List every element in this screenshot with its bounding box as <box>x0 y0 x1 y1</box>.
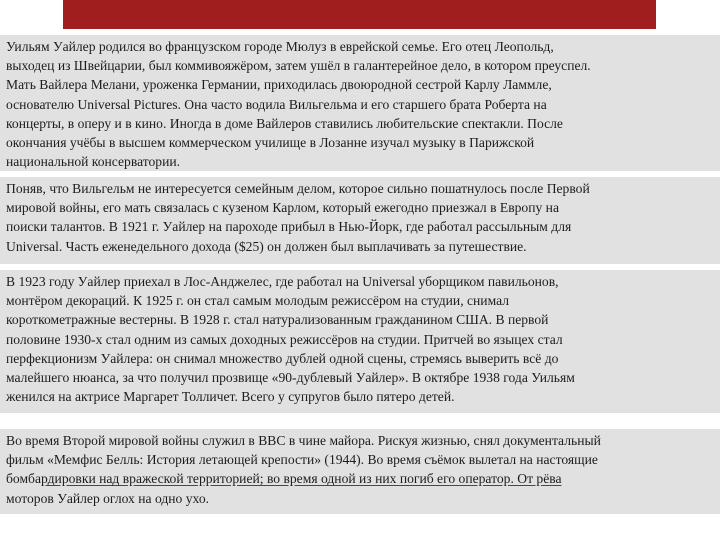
text-line: поиски талантов. В 1921 г. Уайлер на пароходе прибыл в Нью-Йорк, где работал рассыльным для <box>6 219 572 235</box>
text-line: концерты, в оперу и в кино. Иногда в доме Вайлеров ставились любительские спектакли. После <box>6 115 563 131</box>
text-line: половине 1930-х стал одним из самых доходных режиссёров на студии. Притчей во языцех стал <box>6 331 563 347</box>
text-line: Во время Второй мировой войны служил в ВВС в чине майора. Рискуя жизнью, снял документальный <box>6 433 601 448</box>
text-line: основателю Universal Pictures. Она часто водила Вильгельма и его старшего брата Роберта на <box>6 96 547 112</box>
text-line: женился на актрисе Маргарет Толличет. Всего у супругов было пятеро детей. <box>6 389 455 405</box>
text-line-with-underline <box>6 469 716 488</box>
text-line: фильм «Мемфис Белль: История летающей крепости» (1944). Во время съёмок вылетал на настоящие <box>6 452 598 468</box>
text-line: монтёром декораций. К 1925 г. он стал самым молодым режиссёром на студии, снимал <box>6 293 510 309</box>
paragraph-3 <box>0 270 720 413</box>
text-line: национальной консерватории. <box>6 154 181 170</box>
text-line: окончания учёбы в высшем коммерческом училище в Лозанне изучал музыку в Парижской <box>6 134 535 150</box>
title-bar <box>63 0 656 29</box>
text-fragment: бомба <box>6 471 42 487</box>
text-line: малейшего нюанса, за что получил прозвище «90-дублевый Уайлер». В октябре 1938 года Уильям <box>6 369 575 385</box>
text-line: Мать Вайлера Мелани, уроженка Германии, приходилась двоюродной сестрой Карлу Ламмле, <box>6 77 552 93</box>
text-line: Universal. Часть еженедельного дохода ($25) он должен был выплачивать за путешествие. <box>6 238 527 254</box>
underlined-text: рдировки над вражеской территорией; во время одной из них погиб его оператор. От рёва <box>41 471 562 487</box>
text-line: Уильям Уайлер родился во французском городе Мюлуз в еврейской семье. Его отец Леопольд, <box>6 39 554 54</box>
text-line: В 1923 году Уайлер приехал в Лос-Анджелес, где работал на Universal уборщиком павильонов, <box>6 274 559 289</box>
text-line: выходец из Швейцарии, был коммивояжёром, затем ушёл в галантерейное дело, в котором преуспел. <box>6 58 591 74</box>
paragraph-1 <box>0 35 720 171</box>
text-line: мировой войны, его мать связалась с кузеном Карлом, который ежегодно приезжал в Европу на <box>6 200 559 216</box>
text-line: короткометражные вестерны. В 1928 г. стал натурализованным гражданином США. В первой <box>6 312 549 328</box>
paragraph-4 <box>0 429 720 514</box>
paragraph-2 <box>0 177 720 264</box>
text-line: моторов Уайлер оглох на одно ухо. <box>6 490 210 506</box>
text-line: перфекционизм Уайлера: он снимал множество дублей одной сцены, стремясь выверить всё до <box>6 350 559 366</box>
text-line: Поняв, что Вильгельм не интересуется семейным делом, которое сильно пошатнулось после Первой <box>6 181 590 196</box>
